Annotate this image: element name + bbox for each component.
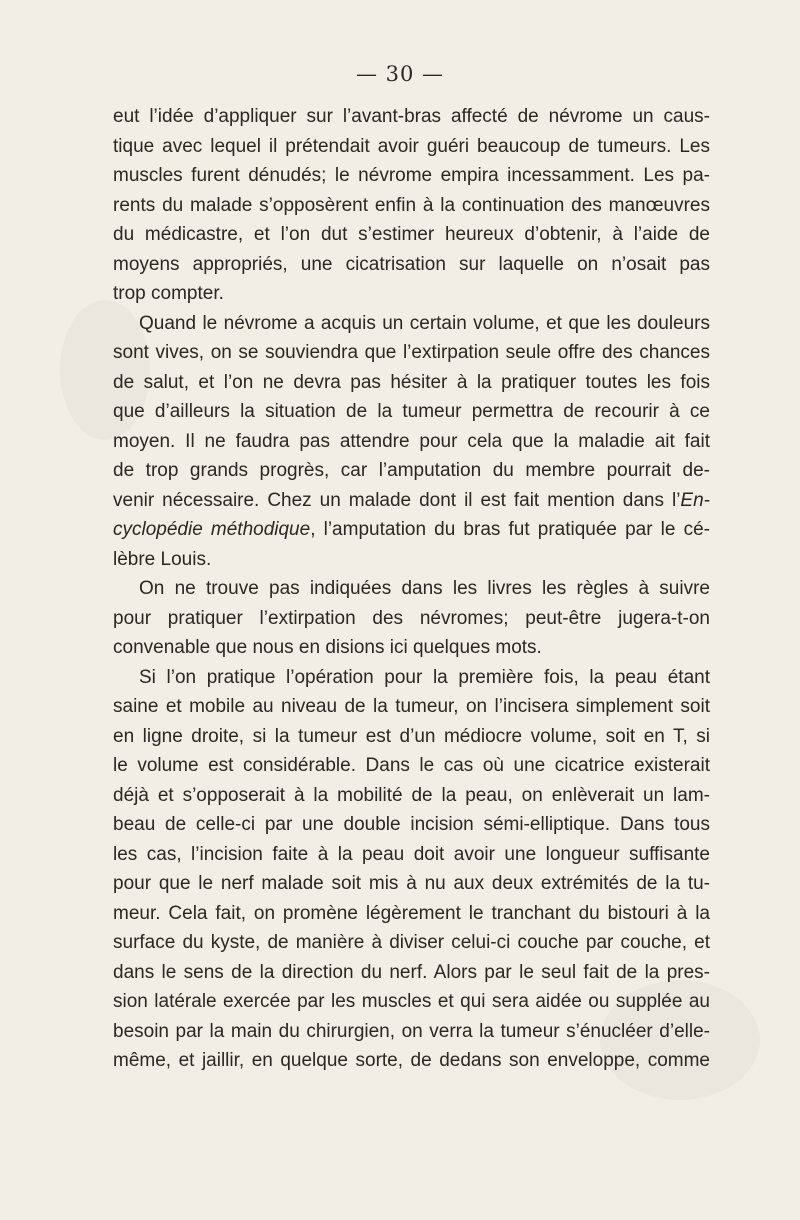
italic-text: En- (680, 489, 710, 511)
text-line: tique avec lequel il prétendait avoir guéri beaucoup de tumeurs. Les (113, 135, 710, 157)
text-line: meur. Cela fait, on promène légèrement le tranchant du bistouri à la (113, 902, 710, 924)
body-text (113, 102, 710, 1076)
text-line: lèbre Louis. (113, 548, 212, 570)
text-line: muscles furent dénudés; le névrome empira incessamment. Les pa- (113, 165, 710, 186)
text-line: eut l’idée d’appliquer sur l’avant-bras affecté de névrome un caus- (113, 106, 710, 127)
text-line: sont vives, on se souviendra que l’extirpation seule offre des chances (113, 342, 710, 363)
text-line: que d’ailleurs la situation de la tumeur permettra de recourir à ce (113, 401, 710, 422)
text-segment: , l’amputation du bras fut pratiquée par le cé- (310, 519, 710, 540)
text-line: en ligne droite, si la tumeur est d’un médiocre volume, soit en T, si (113, 725, 710, 747)
text-line: besoin par la main du chirurgien, on verra la tumeur s’énucléer d’elle- (113, 1020, 710, 1042)
text-line: surface du kyste, de manière à diviser celui-ci couche par couche, et (113, 932, 710, 953)
text-line: dans le sens de la direction du nerf. Alors par le seul fait de la pres- (113, 961, 710, 983)
text-line: du médicastre, et l’on dut s’estimer heureux d’obtenir, à l’aide de (113, 224, 710, 245)
text-line: le volume est considérable. Dans le cas où une cicatrice existerait (113, 755, 710, 776)
text-line: rents du malade s’opposèrent enfin à la continuation des manœuvres (113, 194, 710, 216)
text-line: beau de celle-ci par une double incision sémi-elliptique. Dans tous (113, 814, 710, 835)
text-line: déjà et s’opposerait à la mobilité de la peau, on enlèverait un lam- (113, 784, 710, 806)
text-line: On ne trouve pas indiquées dans les livres les règles à suivre (139, 578, 710, 599)
text-line: de salut, et l’on ne devra pas hésiter à la pratiquer toutes les fois (113, 371, 710, 393)
text-line (113, 486, 710, 516)
text-line: saine et mobile au niveau de la tumeur, on l’incisera simplement soit (113, 696, 710, 717)
page-number: — 30 — (355, 62, 445, 86)
text-line: de trop grands progrès, car l’amputation du membre pourrait de- (113, 460, 710, 481)
text-line: convenable que nous en disions ici quelques mots. (113, 637, 542, 658)
text-line: Quand le névrome a acquis un certain volume, et que les douleurs (139, 312, 710, 334)
text-segment: venir nécessaire. Chez un malade dont il est fait mention dans l’ (113, 489, 681, 511)
italic-text: cyclopédie méthodique (113, 519, 311, 540)
text-line: pour pratiquer l’extirpation des névromes; peut-être jugera-t-on (113, 607, 710, 629)
text-line: les cas, l’incision faite à la peau doit avoir une longueur suffisante (113, 843, 710, 865)
text-line: trop compter. (113, 283, 224, 304)
text-line: moyens appropriés, une cicatrisation sur laquelle on n’osait pas (113, 253, 710, 275)
text-line: Si l’on pratique l’opération pour la première fois, la peau étant (139, 666, 710, 688)
text-line (113, 515, 710, 545)
text-line: pour que le nerf malade soit mis à nu aux deux extrémités de la tu- (113, 873, 710, 894)
text-line: moyen. Il ne faudra pas attendre pour cela que la maladie ait fait (113, 430, 710, 452)
text-line: sion latérale exercée par les muscles et qui sera aidée ou supplée au (113, 991, 710, 1012)
text-line: même, et jaillir, en quelque sorte, de dedans son enveloppe, comme (113, 1050, 710, 1071)
